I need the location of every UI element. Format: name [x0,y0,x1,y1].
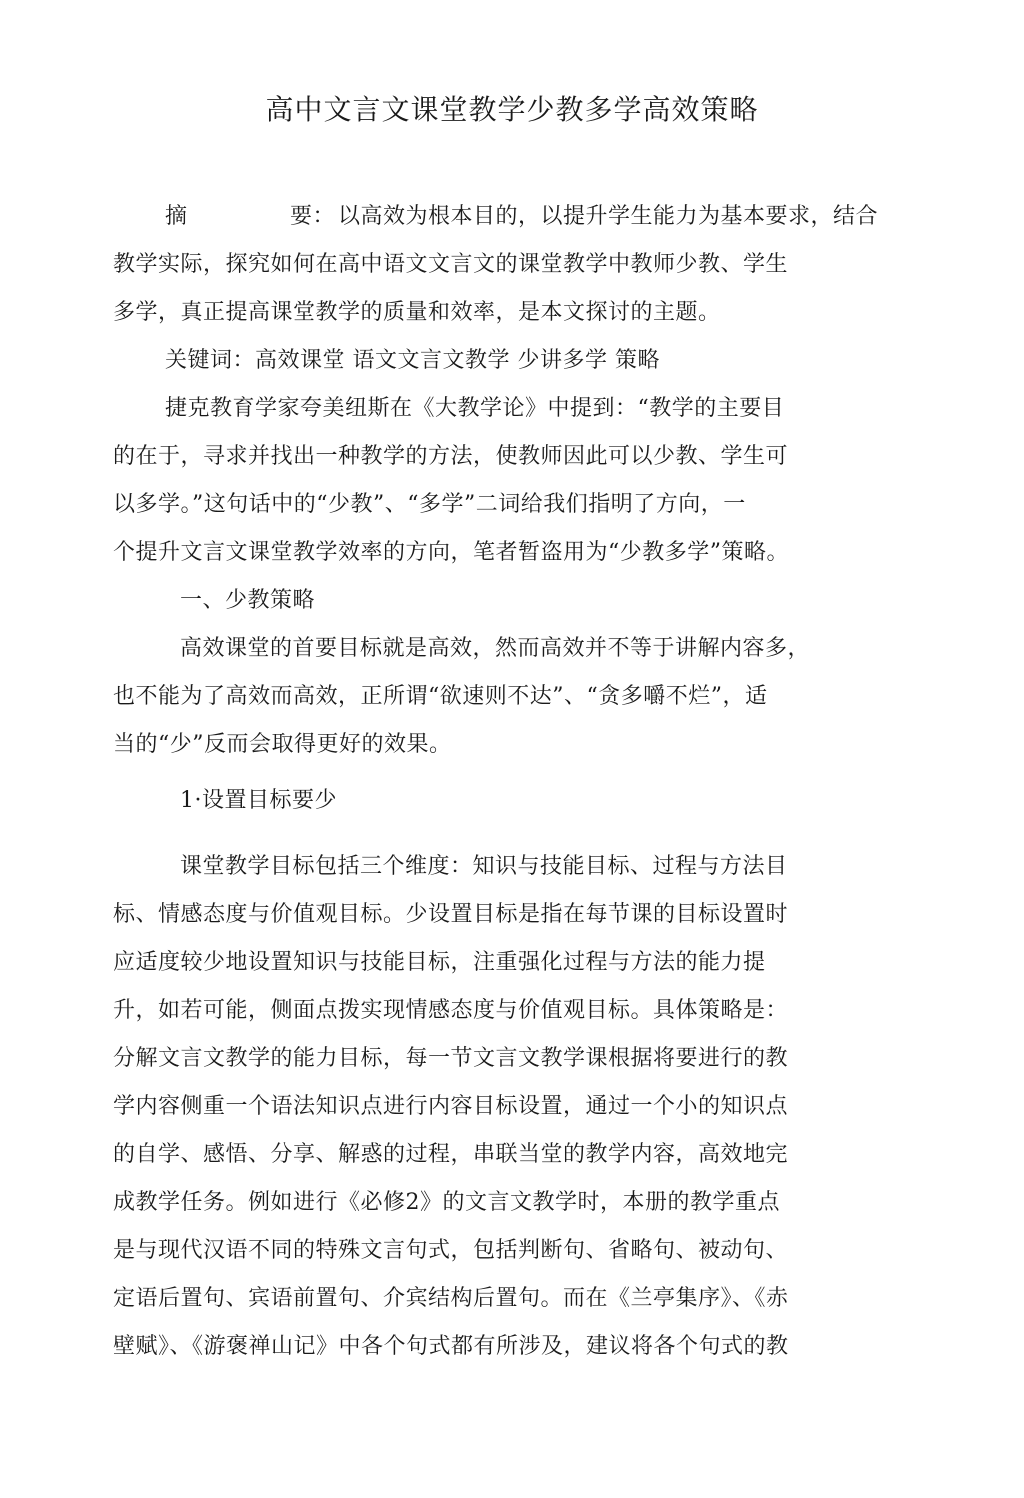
intro-line: 以多学。”这句话中的“少教”、“多学”二词给我们指明了方向，一 [113,492,746,517]
abstract-line: 教学实际，探究如何在高中语文文言文的课堂教学中教师少教、学生 [113,252,789,277]
section1-line: 也不能为了高效而高效，正所谓“欲速则不达”、“贪多嚼不烂”，适 [113,684,768,709]
section1-line: 高效课堂的首要目标就是高效，然而高效并不等于讲解内容多， [180,636,811,661]
subsection1-line: 的自学、感悟、分享、解惑的过程，串联当堂的教学内容，高效地完 [113,1142,789,1167]
subsection1-line: 标、情感态度与价值观目标。少设置目标是指在每节课的目标设置时 [113,902,789,927]
abstract-label-part2: 要： [290,204,336,229]
keywords-line: 关键词：高效课堂 语文文言文教学 少讲多学 策略 [165,348,660,373]
subsection1-line: 学内容侧重一个语法知识点进行内容目标设置，通过一个小的知识点 [113,1094,789,1119]
subsection1-line: 成教学任务。例如进行《必修2》的文言文教学时，本册的教学重点 [113,1190,780,1215]
subsection1-line: 定语后置句、宾语前置句、介宾结构后置句。而在《兰亭集序》、《赤 [113,1286,789,1311]
subsection1-line: 分解文言文教学的能力目标，每一节文言文教学课根据将要进行的教 [113,1046,789,1071]
subsection1-line: 应适度较少地设置知识与技能目标，注重强化过程与方法的能力提 [113,950,766,975]
intro-line: 的在于，寻求并找出一种教学的方法，使教师因此可以少教、学生可 [113,444,789,469]
abstract-line: 以高效为根本目的，以提升学生能力为基本要求，结合 [338,204,879,229]
subsection1-line: 课堂教学目标包括三个维度：知识与技能目标、过程与方法目 [180,854,788,879]
intro-line: 个提升文言文课堂教学效率的方向，笔者暂盗用为“少教多学”策略。 [113,540,789,565]
intro-line: 捷克教育学家夸美纽斯在《大教学论》中提到：“教学的主要目 [165,396,785,421]
document-title: 高中文言文课堂教学少教多学高效策略 [265,93,759,126]
section1-line: 当的“少”反而会取得更好的效果。 [113,732,452,757]
abstract-line: 多学，真正提高课堂教学的质量和效率，是本文探讨的主题。 [113,300,721,325]
subsection1-line: 壁赋》、《游褒禅山记》中各个句式都有所涉及，建议将各个句式的教 [113,1334,789,1359]
subsection1-line: 是与现代汉语不同的特殊文言句式，包括判断句、省略句、被动句、 [113,1238,789,1263]
abstract-label-part1: 摘 [165,204,188,229]
subsection1-heading: 1·设置目标要少 [180,788,337,813]
section1-heading: 一、少教策略 [180,588,316,613]
subsection1-line: 升，如若可能，侧面点拨实现情感态度与价值观目标。具体策略是： [113,998,789,1023]
